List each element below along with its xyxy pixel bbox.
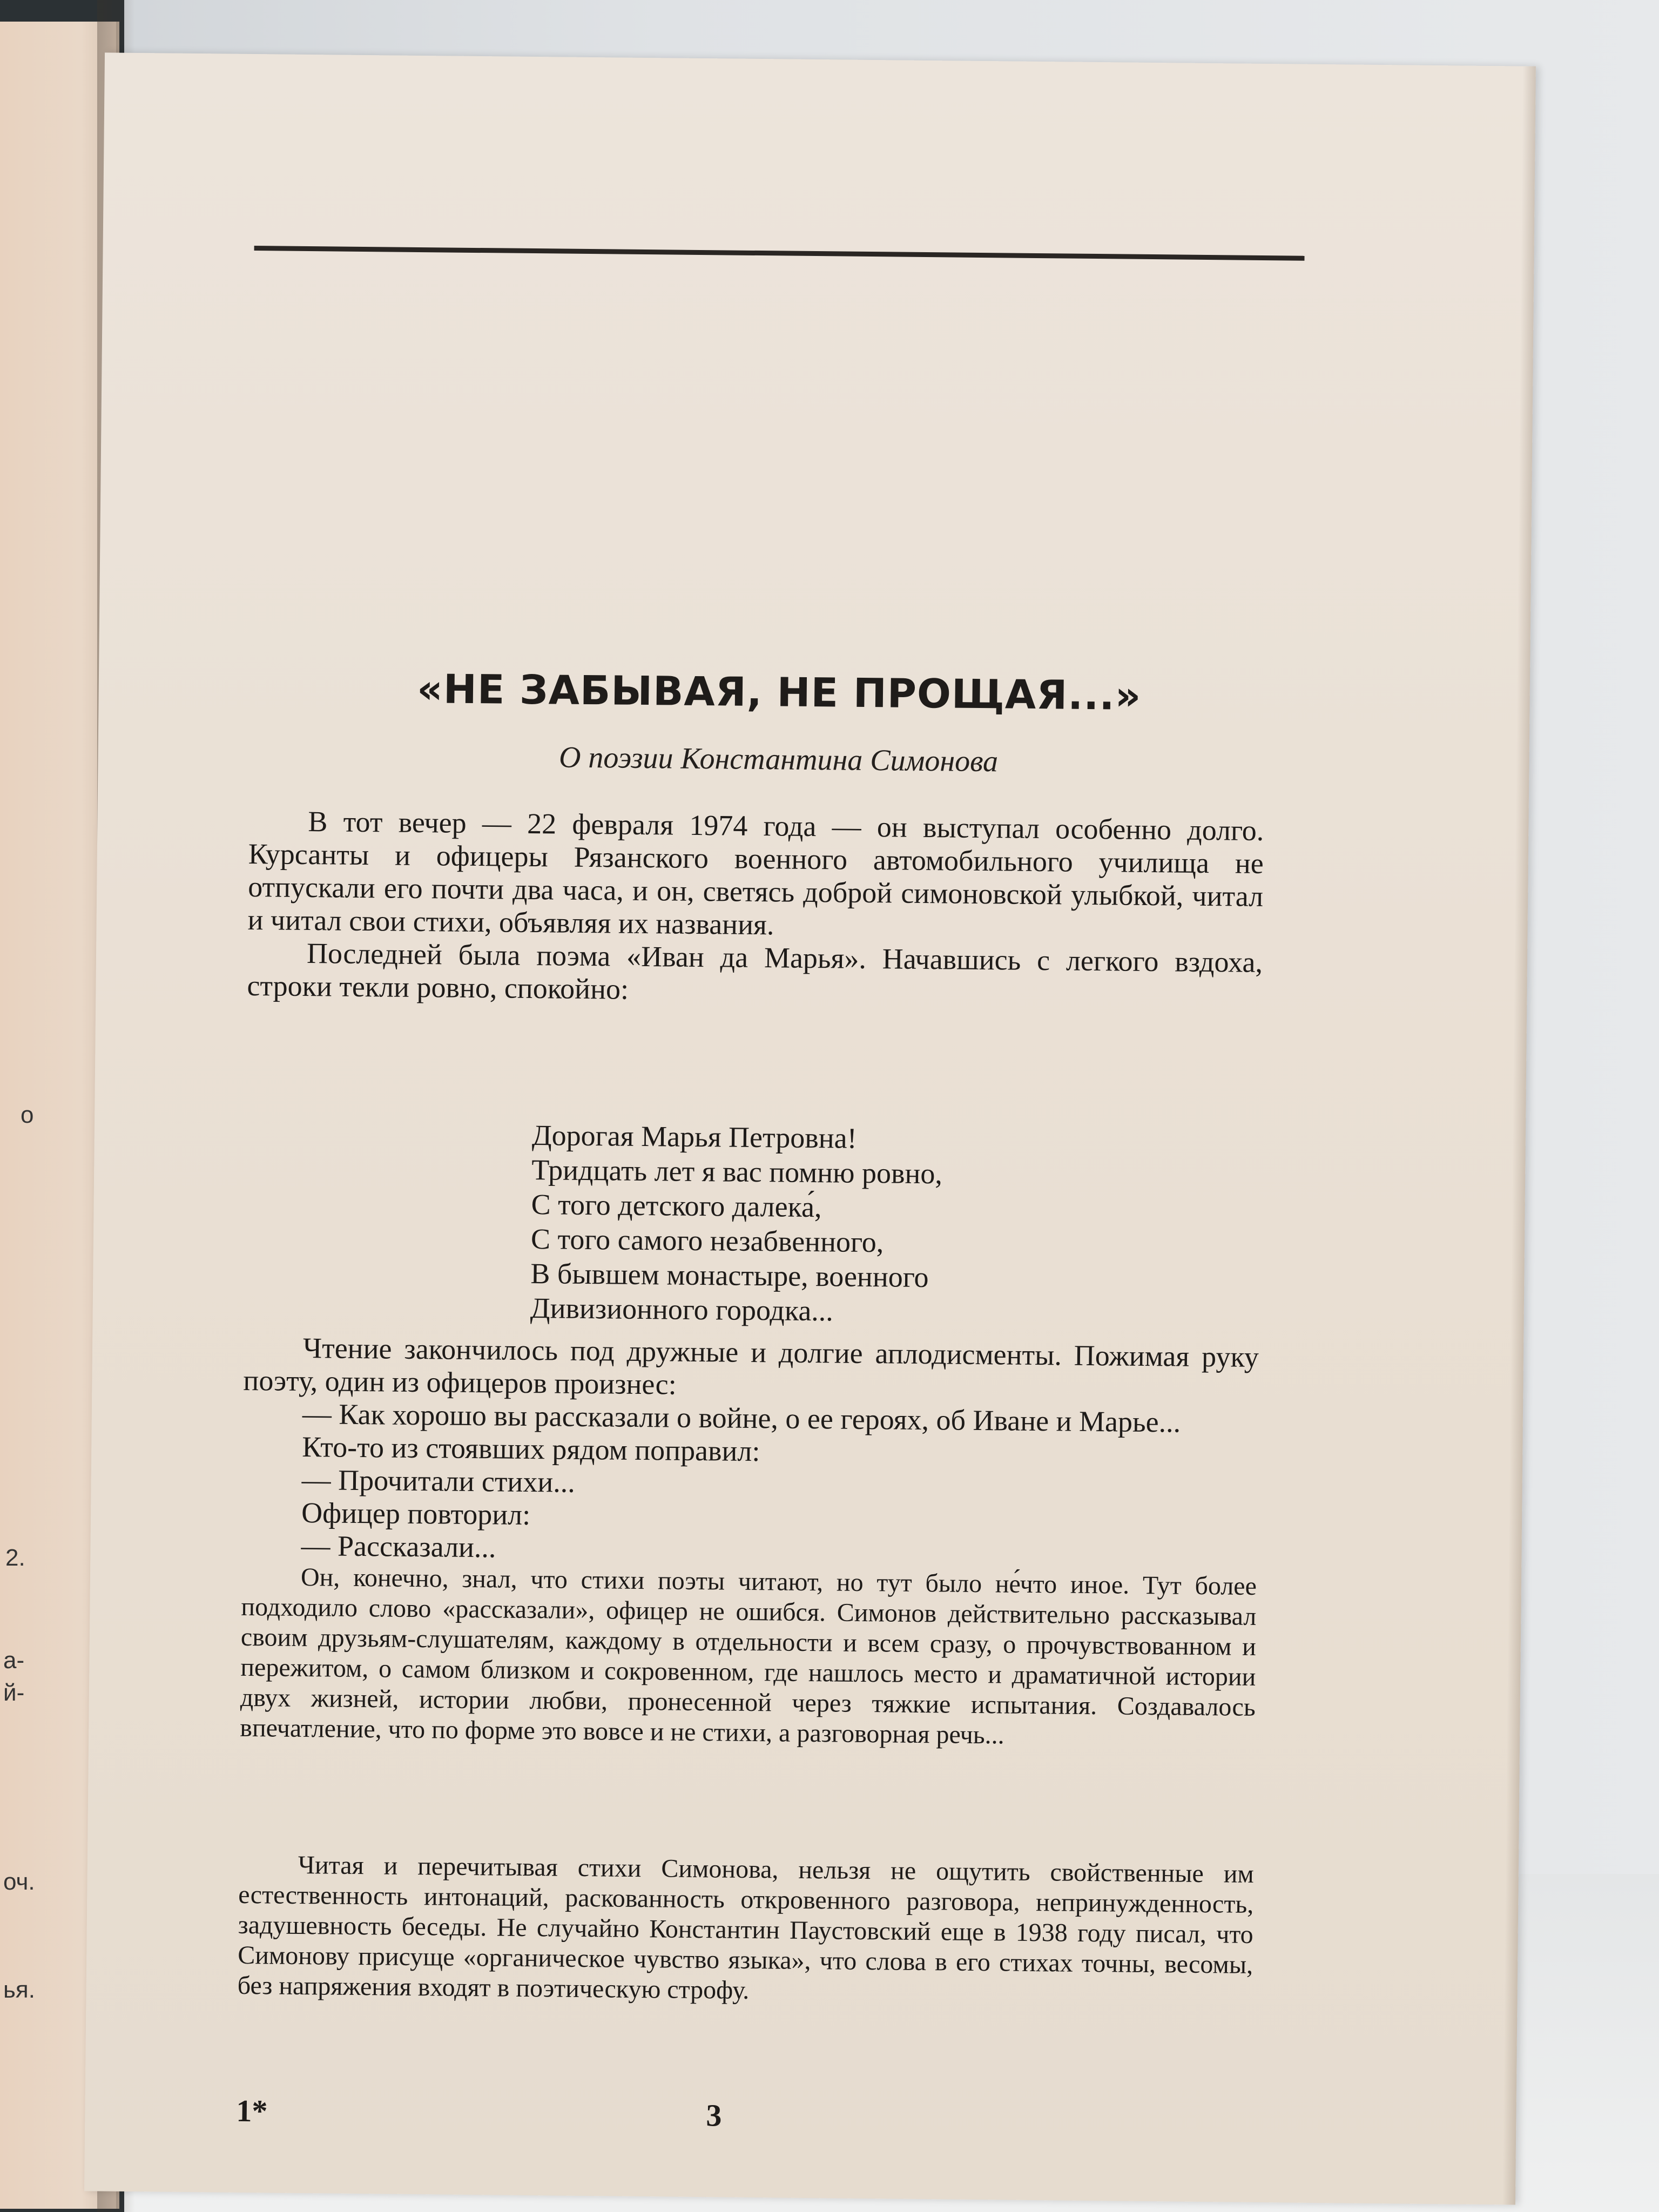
- left-page-fragment: оч.: [3, 1869, 35, 1895]
- verse-line: Дивизионного городка...: [530, 1292, 834, 1327]
- verse-line: Дорогая Марья Петровна!: [531, 1119, 857, 1155]
- paragraph: Офицер повторил:: [301, 1496, 531, 1532]
- page-number: 3: [706, 2098, 722, 2133]
- dialogue-line: — Как хорошо вы рассказали о войне, о ее героях, об Иване и Марье...: [302, 1398, 1181, 1439]
- left-page-fragment: 2.: [5, 1545, 25, 1571]
- verse-line: С того детского далека́,: [531, 1188, 822, 1224]
- paragraph: Последней была поэма «Иван да Марья». Начавшись с легкого вздоха, строки текли ровно, спокойно:: [247, 937, 1263, 1006]
- paragraph: Кто-то из стоявших рядом поправил:: [302, 1430, 760, 1468]
- page-subtitle: О поэзии Константина Симонова: [558, 740, 999, 779]
- dialogue-line: — Прочитали стихи...: [301, 1463, 576, 1499]
- verse-block: [530, 1118, 942, 1329]
- verse-line: В бывшем монастыре, военного: [530, 1257, 929, 1294]
- paragraph: Читая и перечитывая стихи Симонова, нельзя не ощутить свойственные им естественность интонаций, раскованность откровенного разговора, непринужденность, задушевность беседы. Не случайно Константин Паустовский еще в 1938 году писал, что Симонову присуще «органическое чувство языка», что слова в его стихах точны, весомы, без напряжения входят в поэтическую строфу.: [237, 1850, 1255, 2005]
- verse-line: Тридцать лет я вас помню ровно,: [531, 1154, 943, 1190]
- left-page-fragment: о: [21, 1102, 34, 1128]
- left-page-fragment: й-: [3, 1680, 25, 1706]
- paragraph: В тот вечер — 22 февраля 1974 года — он выступал особенно долго. Курсанты и офицеры Рязанского военного автомобильного училища не отпускали его почти два часа, и он, светясь доброй симоновской улыбкой, читал и читал свои стихи, объявляя их названия.: [247, 805, 1264, 941]
- left-page-fragment: а-: [3, 1647, 25, 1674]
- verse-line: С того самого незабвенного,: [530, 1223, 884, 1259]
- left-page-fragment: ья.: [3, 1977, 35, 2003]
- book-page: [84, 52, 1536, 2204]
- dialogue-line: — Рассказали...: [301, 1529, 496, 1564]
- signature-mark: 1*: [236, 2093, 268, 2129]
- header-rule: [254, 246, 1305, 261]
- text-block-bottom: [237, 1850, 1254, 2011]
- paragraph: Чтение закончилось под дружные и долгие аплодисменты. Пожимая руку поэту, один из офицеров произнес:: [243, 1332, 1259, 1401]
- text-block-top: [247, 805, 1264, 1012]
- text-block-middle: [240, 1331, 1259, 1753]
- paragraph: Он, конечно, знал, что стихи поэты читают, но тут было не́что иное. Тут более подходило слово «рассказали», офицер не ошибся. Симонов действительно рассказывал своим друзьям-слушателям, каждому в отдельности и всем сразу, о прочувствованном и пережитом, о самом близком и сокровенном, где нашлось место и драматичной истории двух жизней, истории любви, пронесенной через тяжкие испытания. Создавалось впечатление, что по форме это вовсе и не стихи, а разговорная речь...: [240, 1562, 1257, 1750]
- page-title: «НЕ ЗАБЫВАЯ, НЕ ПРОЩАЯ...»: [416, 665, 1142, 719]
